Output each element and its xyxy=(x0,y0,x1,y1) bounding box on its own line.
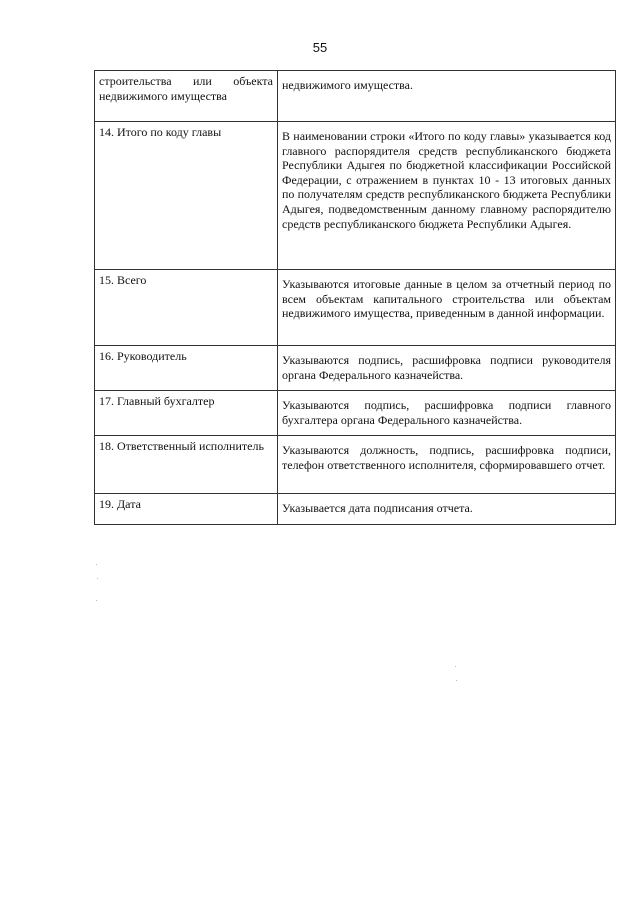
table-row xyxy=(95,494,616,525)
field-description-cell: Указываются должность, подпись, расшифровка подписи, телефон ответственного исполнителя, сформировавшего отчет. xyxy=(278,436,616,494)
scan-speck xyxy=(97,578,98,579)
scan-speck xyxy=(96,564,97,565)
field-name-cell: 16. Руководитель xyxy=(95,346,278,391)
field-description-cell: Указывается дата подписания отчета. xyxy=(278,494,616,525)
scan-speck xyxy=(96,600,97,601)
table-row xyxy=(95,436,616,494)
field-name-cell: 14. Итого по коду главы xyxy=(95,122,278,270)
scan-speck xyxy=(455,666,456,667)
field-description-cell: Указываются итоговые данные в целом за отчетный период по всем объектам капитального строительства или объектам недвижимого имущества, приведенным в данной информации. xyxy=(278,270,616,346)
table-row xyxy=(95,270,616,346)
page-number: 55 xyxy=(312,40,328,55)
field-description-cell: Указываются подпись, расшифровка подписи главного бухгалтера органа Федерального казначейства. xyxy=(278,391,616,436)
instructions-table xyxy=(94,70,616,525)
table-row xyxy=(95,391,616,436)
field-description-cell: недвижимого имущества. xyxy=(278,71,616,122)
table-row xyxy=(95,71,616,122)
field-description-cell: Указываются подпись, расшифровка подписи руководителя органа Федерального казначейства. xyxy=(278,346,616,391)
table-row xyxy=(95,346,616,391)
scan-speck xyxy=(456,680,457,681)
field-description-cell: В наименовании строки «Итого по коду главы» указывается код главного распорядителя средств республиканского бюджета Республики Адыгея по бюджетной классификации Российской Федерации, с отражением в пунктах 10 - 13 итоговых данных по получателям средств республиканского бюджета Республики Адыгея, подведомственным данному главному распорядителю средств республиканского бюджета Республики Адыгея. xyxy=(278,122,616,270)
field-name-cell: 17. Главный бухгалтер xyxy=(95,391,278,436)
field-name-cell: строительства или объекта недвижимого имущества xyxy=(95,71,278,122)
field-name-cell: 18. Ответственный исполнитель xyxy=(95,436,278,494)
table-row xyxy=(95,122,616,270)
field-name-cell: 19. Дата xyxy=(95,494,278,525)
field-name-cell: 15. Всего xyxy=(95,270,278,346)
